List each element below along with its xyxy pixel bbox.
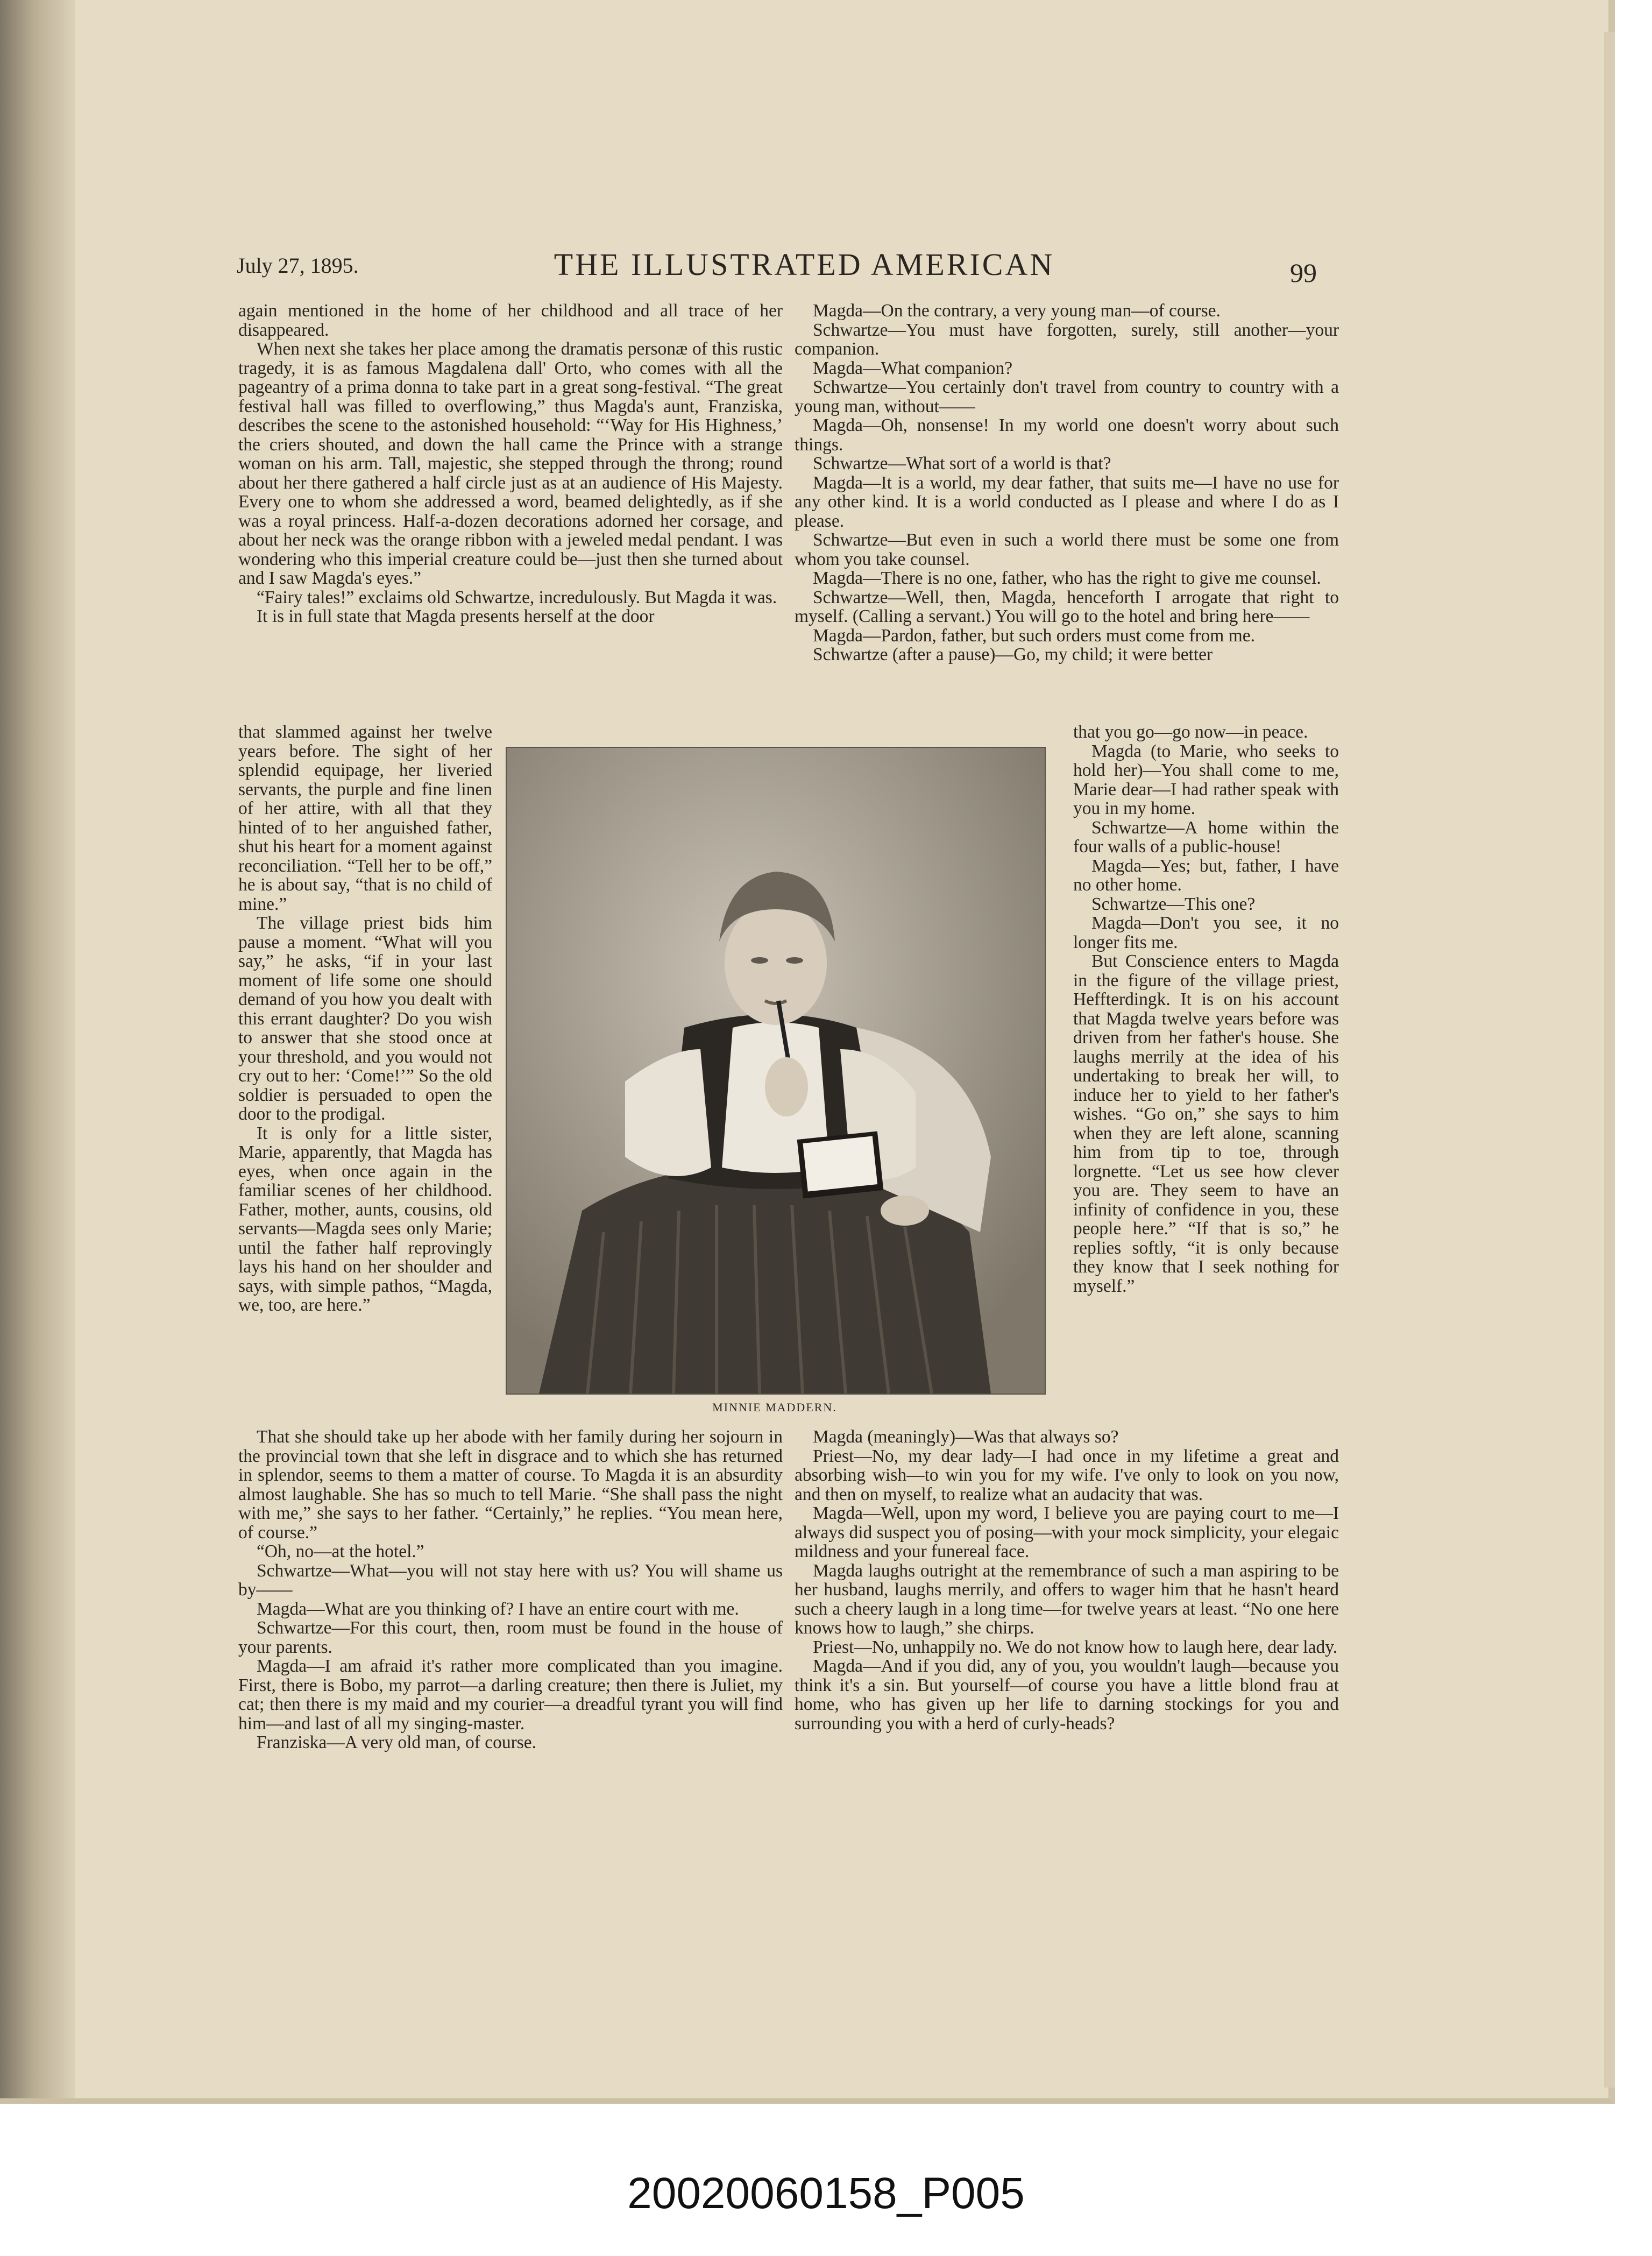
page-number: 99 <box>1290 258 1317 288</box>
photo-caption: MINNIE MADDERN. <box>712 1401 837 1414</box>
dialogue-line: Schwartze—Well, then, Magda, henceforth I arrogate that right to myself. (Calling a servant.) You will go to the hotel and bring here—— <box>795 587 1339 626</box>
dialogue-line: Schwartze—What—you will not stay here with us? You will shame us by—— <box>238 1560 783 1600</box>
dialogue-line: Schwartze—But even in such a world there must be some one from whom you take counsel. <box>795 530 1339 569</box>
dialogue-line: Magda—What companion? <box>813 358 1013 378</box>
dialogue-line: Magda—Pardon, father, but such orders must come from me. <box>813 625 1255 646</box>
archive-id-label: 20020060158_P005 <box>627 2169 1025 2218</box>
dialogue-line: Magda—And if you did, any of you, you wouldn't laugh—because you think it's a sin. But yourself—of course you have a little blond frau at home, who has given up her life to darning stockings for you and surrounding you with a herd of curly-heads? <box>795 1656 1339 1734</box>
dialogue-line: Schwartze—For this court, then, room must be found in the house of your parents. <box>238 1618 783 1657</box>
dialogue-line: Franziska—A very old man, of course. <box>257 1732 537 1752</box>
dialogue-line: Schwartze (after a pause)—Go, my child; it were better <box>813 645 1213 664</box>
paragraph: “Fairy tales!” exclaims old Schwartze, incredulously. But Magda it was. <box>257 587 777 607</box>
dialogue-line: Schwartze—You must have forgotten, surely, still another—your companion. <box>795 320 1339 359</box>
paragraph: again mentioned in the home of her childhood and all trace of her disappeared. <box>238 301 783 340</box>
dialogue-line: Magda—What are you thinking of? I have an entire court with me. <box>257 1599 739 1619</box>
dialogue-line: Magda—Well, upon my word, I believe you are paying court to me—I always did suspect you of posing—with your mock simplicity, your elegaic mildness and your funereal face. <box>795 1503 1339 1561</box>
left-column-beside-photo <box>238 723 492 1315</box>
publication-title: THE ILLUSTRATED AMERICAN <box>554 247 1055 282</box>
paragraph: Magda laughs outright at the remembrance of such a man aspiring to be her husband, laughs merrily, and offers to wager him that he hasn't heard such a cheery laugh in a long time—for twelve years at least. “No one here knows how to laugh,” she chirps. <box>795 1560 1339 1638</box>
paragraph: It is in full state that Magda presents herself at the door <box>257 606 655 626</box>
portrait-illustration <box>507 748 1045 1394</box>
portrait-photo <box>506 747 1046 1395</box>
dialogue-line: Magda—It is a world, my dear father, that suits me—I have no use for any other kind. It is a world conducted as I please and where I do as I please. <box>795 472 1339 531</box>
paragraph: It is only for a little sister, Marie, apparently, that Magda has eyes, when once again in the familiar scenes of her childhood. Father, mother, aunts, cousins, old servants—Magda sees only Marie; until the father half reprovingly lays his hand on her shoulder and says, with simple pathos, “Magda, we, too, are here.” <box>238 1123 492 1315</box>
dialogue-line: Magda (meaningly)—Was that always so? <box>813 1427 1119 1447</box>
paragraph: that slammed against her twelve years before. The sight of her splendid equipage, her liveried servants, the purple and fine linen of her attire, with all that they hinted of to her anguished father, shut his heart for a moment against reconciliation. “Tell her to be off,” he is about say, “that is no child of mine.” <box>238 722 492 914</box>
binding-gutter <box>0 0 75 2098</box>
paragraph: “Oh, no—at the hotel.” <box>257 1541 424 1561</box>
dialogue-line: Magda—There is no one, father, who has the right to give me counsel. <box>813 568 1321 588</box>
left-column-top <box>238 301 783 626</box>
dialogue-line: that you go—go now—in peace. <box>1073 722 1308 742</box>
dialogue-line: Schwartze—What sort of a world is that? <box>813 454 1111 473</box>
dialogue-line: Magda—Don't you see, it no longer fits me. <box>1073 913 1339 952</box>
issue-date: July 27, 1895. <box>237 253 359 278</box>
right-column-top <box>795 301 1339 664</box>
paragraph: That she should take up her abode with her family during her sojourn in the provincial town that she left in disgrace and to which she has returned in splendor, seems to them a matter of course. To Magda it is an absurdity almost laughable. She has so much to tell Marie. “She shall pass the night with me,” she says to her father. “Certainly,” he replies. “You mean here, of course.” <box>238 1427 783 1543</box>
dialogue-line: Magda (to Marie, who seeks to hold her)—You shall come to me, Marie dear—I had rather speak with you in my home. <box>1073 741 1339 818</box>
dialogue-line: Priest—No, my dear lady—I had once in my lifetime a great and absorbing wish—to win you for my wife. I've only to look on you now, and then on myself, to realize what an audacity that was. <box>795 1446 1339 1504</box>
right-column-bottom <box>795 1427 1339 1733</box>
paragraph: The village priest bids him pause a moment. “What will you say,” he asks, “if in your last moment of life some one should demand of you how you dealt with this errant daughter? Do you wish to answer that she stood once at your threshold, and you would not cry out to her: ‘Come!’” So the old soldier is persuaded to open the door to the prodigal. <box>238 913 492 1124</box>
paragraph: But Conscience enters to Magda in the figure of the village priest, Heffterdingk. It is on his account that Magda twelve years before was driven from her father's house. She laughs merrily at the idea of his undertaking to break her will, to induce her to yield to her father's wishes. “Go on,” she says to him when they are left alone, scanning him from tip to toe, through lorgnette. “Let us see how clever you are. They seem to have an infinity of confidence in you, these people here.” “If that is so,” he replies softly, “it is only because they know that I seek nothing for myself.” <box>1073 951 1339 1296</box>
dialogue-line: Schwartze—A home within the four walls of a public-house! <box>1073 817 1339 857</box>
right-column-beside-photo <box>1073 723 1339 1296</box>
dialogue-line: Magda—I am afraid it's rather more complicated than you imagine. First, there is Bobo, my parrot—a darling creature; then there is Juliet, my cat; then there is my maid and my courier—a dreadful tyrant you will find him—and last of all my singing-master. <box>238 1656 783 1734</box>
dialogue-line: Magda—Oh, nonsense! In my world one doesn't worry about such things. <box>795 415 1339 455</box>
dialogue-line: Priest—No, unhappily no. We do not know how to laugh here, dear lady. <box>813 1637 1338 1657</box>
dialogue-line: Magda—On the contrary, a very young man—of course. <box>813 301 1221 321</box>
dialogue-line: Magda—Yes; but, father, I have no other home. <box>1073 855 1339 895</box>
dialogue-line: Schwartze—You certainly don't travel from country to country with a young man, without—— <box>795 377 1339 416</box>
left-column-bottom <box>238 1427 783 1752</box>
paragraph: When next she takes her place among the dramatis personæ of this rustic tragedy, it is as famous Magdalena dall' Orto, who comes with all the pageantry of a prima donna to take part in a great song-festival. “The great festival hall was filled to overflowing,” thus Magda's aunt, Franziska, describes the scene to the astonished household: “‘Way for His Highness,’ the criers shouted, and down the hall came the Prince with a strange woman on his arm. Tall, majestic, she stepped through the throng; round about her there gathered a half circle just as at an audience of His Majesty. Every one to whom she addressed a word, beamed delightedly, as if she was a royal princess. Half-a-dozen decorations adorned her corsage, and about her neck was the orange ribbon with a jeweled medal pendant. I was wondering who this imperial creature could be—just then she turned about and I saw Magda's eyes.” <box>238 339 783 588</box>
page-edge <box>1604 32 1615 2088</box>
dialogue-line: Schwartze—This one? <box>1091 894 1256 914</box>
